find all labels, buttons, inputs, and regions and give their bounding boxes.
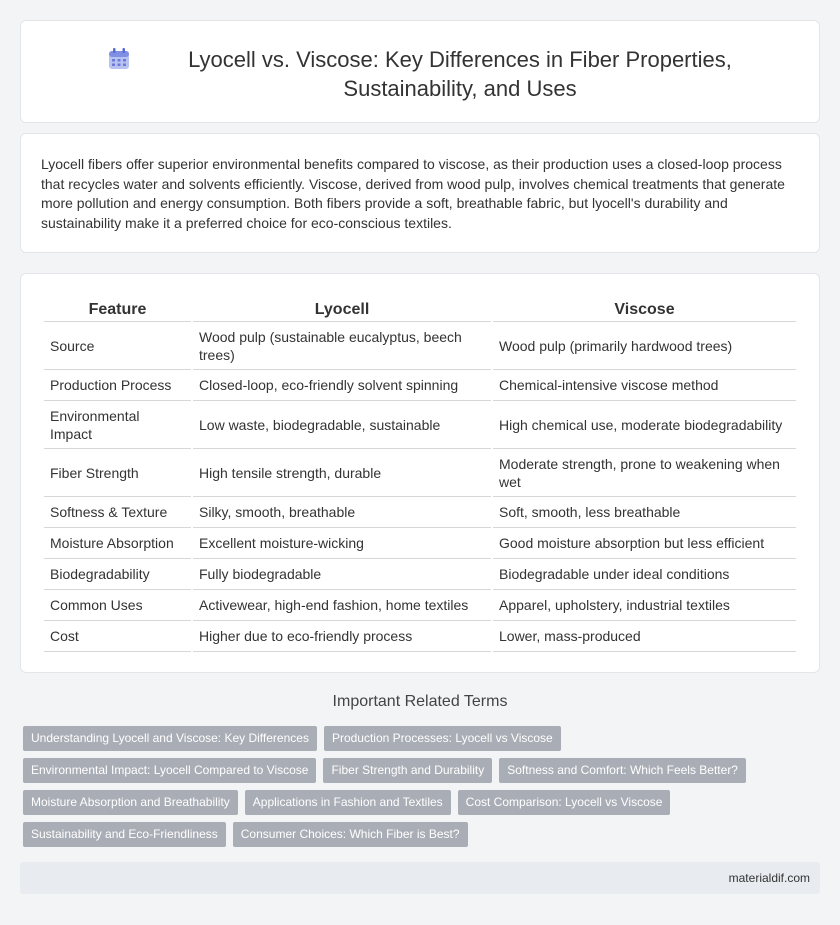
intro-card [20,133,820,253]
viscose-cell: Apparel, upholstery, industrial textiles [493,592,796,621]
table-row [44,451,796,497]
lyocell-cell: Excellent moisture-wicking [193,530,491,559]
viscose-cell: Moderate strength, prone to weakening when wet [493,451,796,497]
lyocell-cell: Activewear, high-end fashion, home textiles [193,592,491,621]
comparison-table-card [20,273,820,673]
related-terms-heading: Important Related Terms [332,693,508,710]
tag-row [23,790,813,815]
feature-cell: Production Process [44,372,191,401]
lyocell-cell: Wood pulp (sustainable eucalyptus, beech trees) [193,324,491,370]
feature-cell: Softness & Texture [44,499,191,528]
related-term-tag[interactable]: Understanding Lyocell and Viscose: Key Differences [23,726,317,751]
column-header-lyocell: Lyocell [193,298,491,322]
viscose-cell: Wood pulp (primarily hardwood trees) [493,324,796,370]
viscose-cell: Lower, mass-produced [493,623,796,652]
page-title: Lyocell vs. Viscose: Key Differences in Fiber Properties, Sustainability, and Uses [188,47,732,101]
viscose-cell: High chemical use, moderate biodegradability [493,403,796,449]
related-term-tag[interactable]: Consumer Choices: Which Fiber is Best? [233,822,468,847]
related-term-tag[interactable]: Applications in Fashion and Textiles [245,790,451,815]
footer-site-name[interactable]: materialdif.com [728,871,810,885]
table-row [44,592,796,621]
related-term-tag[interactable]: Fiber Strength and Durability [323,758,492,783]
feature-cell: Moisture Absorption [44,530,191,559]
title-card [20,20,820,123]
related-term-tag[interactable]: Production Processes: Lyocell vs Viscose [324,726,561,751]
feature-cell: Cost [44,623,191,652]
lyocell-cell: Closed-loop, eco-friendly solvent spinning [193,372,491,401]
related-term-tag[interactable]: Moisture Absorption and Breathability [23,790,238,815]
table-header-row [44,298,796,322]
table-row [44,403,796,449]
column-header-feature: Feature [44,298,191,322]
feature-cell: Source [44,324,191,370]
related-terms-tags [23,726,813,854]
footer [20,862,820,894]
intro-paragraph: Lyocell fibers offer superior environmental benefits compared to viscose, as their production uses a closed-loop process that recycles water and solvents efficiently. Viscose, derived from wood pulp, involves chemical treatments that generate more pollution and energy consumption. Both fibers provide a soft, breathable fabric, but lyocell's durability and sustainability make it a preferred choice for eco-conscious textiles. [41,156,785,231]
table-row [44,499,796,528]
lyocell-cell: High tensile strength, durable [193,451,491,497]
related-term-tag[interactable]: Cost Comparison: Lyocell vs Viscose [458,790,671,815]
table-row [44,561,796,590]
feature-cell: Common Uses [44,592,191,621]
viscose-cell: Biodegradable under ideal conditions [493,561,796,590]
related-term-tag[interactable]: Softness and Comfort: Which Feels Better? [499,758,746,783]
table-row [44,372,796,401]
column-header-viscose: Viscose [493,298,796,322]
lyocell-cell: Silky, smooth, breathable [193,499,491,528]
tag-row [23,758,813,783]
viscose-cell: Soft, smooth, less breathable [493,499,796,528]
table-row [44,324,796,370]
tag-row [23,822,813,847]
lyocell-cell: Fully biodegradable [193,561,491,590]
lyocell-cell: Higher due to eco-friendly process [193,623,491,652]
feature-cell: Biodegradability [44,561,191,590]
lyocell-cell: Low waste, biodegradable, sustainable [193,403,491,449]
comparison-table [42,296,798,654]
related-term-tag[interactable]: Environmental Impact: Lyocell Compared to Viscose [23,758,316,783]
related-term-tag[interactable]: Sustainability and Eco-Friendliness [23,822,226,847]
feature-cell: Environmental Impact [44,403,191,449]
viscose-cell: Chemical-intensive viscose method [493,372,796,401]
viscose-cell: Good moisture absorption but less efficient [493,530,796,559]
feature-cell: Fiber Strength [44,451,191,497]
table-row [44,530,796,559]
tag-row [23,726,813,751]
table-row [44,623,796,652]
